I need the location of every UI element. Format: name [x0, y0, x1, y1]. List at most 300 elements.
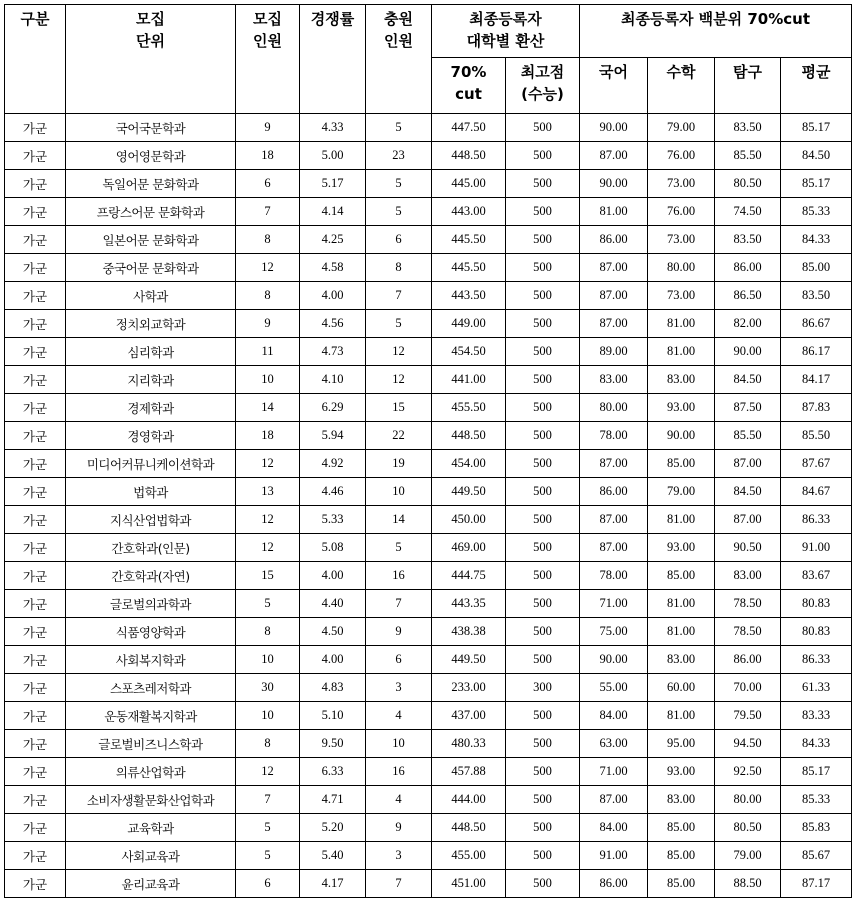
cell-conv-cut: 449.00: [432, 310, 506, 338]
cell-pct-avg: 85.17: [781, 170, 852, 198]
cell-conv-cut: 444.75: [432, 562, 506, 590]
cell-extra: 5: [366, 114, 432, 142]
cell-conv-cut: 441.00: [432, 366, 506, 394]
cell-unit: 의류산업학과: [66, 758, 236, 786]
cell-pct-inq: 87.00: [715, 506, 781, 534]
cell-unit: 글로벌비즈니스학과: [66, 730, 236, 758]
cell-ratio: 4.25: [300, 226, 366, 254]
cell-gubun: 가군: [5, 646, 66, 674]
cell-quota: 10: [236, 702, 300, 730]
cell-ratio: 4.73: [300, 338, 366, 366]
table-row: [5, 534, 852, 562]
cell-extra: 9: [366, 618, 432, 646]
cell-gubun: 가군: [5, 870, 66, 898]
cell-extra: 7: [366, 870, 432, 898]
table-row: [5, 170, 852, 198]
cell-ratio: 4.46: [300, 478, 366, 506]
cell-conv-max: 500: [506, 618, 580, 646]
cell-conv-max: 500: [506, 254, 580, 282]
cell-pct-math: 73.00: [648, 170, 715, 198]
cell-pct-avg: 84.67: [781, 478, 852, 506]
cell-pct-inq: 79.50: [715, 702, 781, 730]
cell-gubun: 가군: [5, 478, 66, 506]
table-row: [5, 618, 852, 646]
cell-conv-cut: 448.50: [432, 422, 506, 450]
table-row: [5, 366, 852, 394]
table-row: [5, 394, 852, 422]
cell-extra: 19: [366, 450, 432, 478]
cell-quota: 10: [236, 646, 300, 674]
header-pct-kor: 국어: [580, 58, 648, 114]
cell-extra: 4: [366, 702, 432, 730]
cell-conv-cut: 449.50: [432, 478, 506, 506]
cell-pct-kor: 83.00: [580, 366, 648, 394]
cell-conv-max: 500: [506, 758, 580, 786]
cell-pct-inq: 84.50: [715, 478, 781, 506]
table-row: [5, 310, 852, 338]
cell-pct-math: 73.00: [648, 226, 715, 254]
cell-unit: 교육학과: [66, 814, 236, 842]
cell-pct-inq: 90.00: [715, 338, 781, 366]
cell-gubun: 가군: [5, 170, 66, 198]
cell-pct-avg: 86.33: [781, 506, 852, 534]
cell-unit: 법학과: [66, 478, 236, 506]
cell-quota: 6: [236, 870, 300, 898]
cell-pct-inq: 90.50: [715, 534, 781, 562]
cell-conv-cut: 444.00: [432, 786, 506, 814]
cell-extra: 16: [366, 562, 432, 590]
cell-quota: 12: [236, 534, 300, 562]
table-row: [5, 198, 852, 226]
cell-ratio: 5.20: [300, 814, 366, 842]
cell-ratio: 5.17: [300, 170, 366, 198]
cell-quota: 7: [236, 198, 300, 226]
cell-pct-math: 76.00: [648, 198, 715, 226]
cell-ratio: 4.58: [300, 254, 366, 282]
cell-conv-cut: 457.88: [432, 758, 506, 786]
cell-gubun: 가군: [5, 422, 66, 450]
cell-pct-inq: 94.50: [715, 730, 781, 758]
table-row: [5, 758, 852, 786]
cell-extra: 5: [366, 310, 432, 338]
cell-extra: 12: [366, 366, 432, 394]
cell-gubun: 가군: [5, 758, 66, 786]
cell-quota: 9: [236, 310, 300, 338]
cell-conv-max: 500: [506, 478, 580, 506]
cell-pct-math: 93.00: [648, 394, 715, 422]
table-row: [5, 590, 852, 618]
cell-conv-max: 500: [506, 590, 580, 618]
cell-pct-avg: 85.17: [781, 758, 852, 786]
cell-ratio: 4.00: [300, 646, 366, 674]
cell-unit: 운동재활복지학과: [66, 702, 236, 730]
cell-pct-inq: 83.00: [715, 562, 781, 590]
cell-pct-math: 81.00: [648, 590, 715, 618]
cell-conv-max: 500: [506, 338, 580, 366]
cell-pct-kor: 87.00: [580, 450, 648, 478]
cell-ratio: 4.00: [300, 562, 366, 590]
cell-pct-inq: 84.50: [715, 366, 781, 394]
cell-gubun: 가군: [5, 562, 66, 590]
cell-unit: 심리학과: [66, 338, 236, 366]
cell-unit: 사학과: [66, 282, 236, 310]
cell-pct-avg: 85.67: [781, 842, 852, 870]
cell-pct-math: 95.00: [648, 730, 715, 758]
cell-pct-kor: 71.00: [580, 590, 648, 618]
cell-pct-kor: 86.00: [580, 478, 648, 506]
cell-quota: 12: [236, 450, 300, 478]
cell-conv-cut: 454.00: [432, 450, 506, 478]
cell-unit: 간호학과(인문): [66, 534, 236, 562]
cell-pct-math: 83.00: [648, 786, 715, 814]
cell-pct-kor: 86.00: [580, 226, 648, 254]
header-conv-cut: 70% cut: [432, 58, 506, 114]
cell-gubun: 가군: [5, 506, 66, 534]
cell-conv-max: 500: [506, 114, 580, 142]
cell-pct-math: 79.00: [648, 478, 715, 506]
cell-unit: 글로벌의과학과: [66, 590, 236, 618]
cell-pct-inq: 86.50: [715, 282, 781, 310]
cell-gubun: 가군: [5, 842, 66, 870]
cell-ratio: 4.17: [300, 870, 366, 898]
table-row: [5, 870, 852, 898]
cell-pct-kor: 80.00: [580, 394, 648, 422]
cell-pct-kor: 90.00: [580, 114, 648, 142]
cell-conv-max: 500: [506, 562, 580, 590]
cell-pct-kor: 90.00: [580, 170, 648, 198]
cell-unit: 소비자생활문화산업학과: [66, 786, 236, 814]
cell-pct-math: 85.00: [648, 842, 715, 870]
table-row: [5, 282, 852, 310]
header-gubun: 구분: [5, 5, 66, 114]
cell-quota: 8: [236, 618, 300, 646]
cell-pct-avg: 84.33: [781, 730, 852, 758]
cell-extra: 5: [366, 198, 432, 226]
table-row: [5, 842, 852, 870]
cell-extra: 10: [366, 478, 432, 506]
cell-gubun: 가군: [5, 310, 66, 338]
cell-pct-avg: 84.33: [781, 226, 852, 254]
cell-conv-cut: 443.00: [432, 198, 506, 226]
table-row: [5, 702, 852, 730]
cell-pct-math: 81.00: [648, 310, 715, 338]
cell-extra: 16: [366, 758, 432, 786]
cell-pct-kor: 63.00: [580, 730, 648, 758]
cell-conv-cut: 455.00: [432, 842, 506, 870]
admissions-table: [4, 4, 852, 898]
cell-pct-avg: 83.33: [781, 702, 852, 730]
cell-pct-avg: 85.33: [781, 786, 852, 814]
table-body: [5, 114, 852, 898]
cell-pct-kor: 87.00: [580, 534, 648, 562]
cell-extra: 23: [366, 142, 432, 170]
cell-conv-cut: 469.00: [432, 534, 506, 562]
cell-conv-cut: 233.00: [432, 674, 506, 702]
cell-quota: 30: [236, 674, 300, 702]
table-row: [5, 730, 852, 758]
cell-quota: 12: [236, 254, 300, 282]
cell-extra: 5: [366, 170, 432, 198]
cell-gubun: 가군: [5, 198, 66, 226]
cell-conv-max: 300: [506, 674, 580, 702]
cell-pct-avg: 87.67: [781, 450, 852, 478]
cell-unit: 중국어문 문화학과: [66, 254, 236, 282]
cell-conv-max: 500: [506, 702, 580, 730]
cell-quota: 5: [236, 842, 300, 870]
cell-pct-inq: 85.50: [715, 142, 781, 170]
cell-pct-kor: 78.00: [580, 562, 648, 590]
table-row: [5, 506, 852, 534]
cell-ratio: 5.94: [300, 422, 366, 450]
cell-pct-kor: 55.00: [580, 674, 648, 702]
cell-ratio: 5.33: [300, 506, 366, 534]
cell-unit: 미디어커뮤니케이션학과: [66, 450, 236, 478]
cell-gubun: 가군: [5, 114, 66, 142]
cell-pct-inq: 88.50: [715, 870, 781, 898]
cell-conv-cut: 454.50: [432, 338, 506, 366]
header-pct-math: 수학: [648, 58, 715, 114]
cell-gubun: 가군: [5, 618, 66, 646]
cell-unit: 사회교육과: [66, 842, 236, 870]
cell-quota: 13: [236, 478, 300, 506]
cell-pct-math: 90.00: [648, 422, 715, 450]
cell-extra: 15: [366, 394, 432, 422]
cell-pct-math: 73.00: [648, 282, 715, 310]
cell-pct-kor: 87.00: [580, 786, 648, 814]
cell-gubun: 가군: [5, 366, 66, 394]
cell-extra: 5: [366, 534, 432, 562]
cell-gubun: 가군: [5, 282, 66, 310]
cell-conv-cut: 448.50: [432, 142, 506, 170]
cell-pct-kor: 89.00: [580, 338, 648, 366]
header-quota: 모집 인원: [236, 5, 300, 114]
table-row: [5, 562, 852, 590]
header-conversion-group: 최종등록자 대학별 환산: [432, 5, 580, 58]
cell-pct-avg: 85.33: [781, 198, 852, 226]
cell-extra: 4: [366, 786, 432, 814]
cell-quota: 18: [236, 422, 300, 450]
cell-quota: 8: [236, 282, 300, 310]
cell-pct-inq: 70.00: [715, 674, 781, 702]
table-row: [5, 226, 852, 254]
cell-conv-cut: 447.50: [432, 114, 506, 142]
cell-pct-avg: 87.83: [781, 394, 852, 422]
header-percentile-group: 최종등록자 백분위 70%cut: [580, 5, 852, 58]
cell-pct-math: 93.00: [648, 534, 715, 562]
cell-pct-math: 85.00: [648, 814, 715, 842]
cell-quota: 10: [236, 366, 300, 394]
cell-unit: 지식산업법학과: [66, 506, 236, 534]
cell-quota: 5: [236, 590, 300, 618]
cell-pct-inq: 74.50: [715, 198, 781, 226]
cell-pct-avg: 91.00: [781, 534, 852, 562]
cell-conv-max: 500: [506, 814, 580, 842]
cell-pct-math: 81.00: [648, 702, 715, 730]
table-row: [5, 478, 852, 506]
cell-ratio: 4.56: [300, 310, 366, 338]
cell-pct-kor: 71.00: [580, 758, 648, 786]
cell-conv-cut: 480.33: [432, 730, 506, 758]
cell-pct-inq: 87.50: [715, 394, 781, 422]
table-row: [5, 338, 852, 366]
cell-conv-max: 500: [506, 730, 580, 758]
cell-pct-math: 80.00: [648, 254, 715, 282]
cell-unit: 사회복지학과: [66, 646, 236, 674]
cell-gubun: 가군: [5, 730, 66, 758]
cell-ratio: 4.10: [300, 366, 366, 394]
cell-pct-avg: 86.33: [781, 646, 852, 674]
cell-unit: 식품영양학과: [66, 618, 236, 646]
cell-extra: 3: [366, 674, 432, 702]
cell-pct-math: 60.00: [648, 674, 715, 702]
cell-conv-max: 500: [506, 198, 580, 226]
cell-conv-cut: 455.50: [432, 394, 506, 422]
header-extra: 충원 인원: [366, 5, 432, 114]
cell-conv-max: 500: [506, 366, 580, 394]
cell-pct-math: 76.00: [648, 142, 715, 170]
cell-pct-math: 79.00: [648, 114, 715, 142]
cell-ratio: 6.29: [300, 394, 366, 422]
cell-pct-kor: 84.00: [580, 702, 648, 730]
cell-conv-cut: 437.00: [432, 702, 506, 730]
cell-conv-max: 500: [506, 142, 580, 170]
cell-ratio: 4.40: [300, 590, 366, 618]
cell-pct-math: 83.00: [648, 366, 715, 394]
cell-gubun: 가군: [5, 254, 66, 282]
cell-conv-max: 500: [506, 842, 580, 870]
cell-pct-kor: 87.00: [580, 282, 648, 310]
cell-pct-math: 85.00: [648, 870, 715, 898]
cell-pct-inq: 85.50: [715, 422, 781, 450]
cell-quota: 14: [236, 394, 300, 422]
header-ratio: 경쟁률: [300, 5, 366, 114]
cell-pct-avg: 85.17: [781, 114, 852, 142]
cell-extra: 7: [366, 590, 432, 618]
cell-extra: 10: [366, 730, 432, 758]
cell-extra: 6: [366, 646, 432, 674]
cell-unit: 영어영문학과: [66, 142, 236, 170]
cell-pct-math: 81.00: [648, 338, 715, 366]
cell-pct-kor: 86.00: [580, 870, 648, 898]
cell-conv-cut: 445.50: [432, 226, 506, 254]
cell-conv-max: 500: [506, 394, 580, 422]
cell-ratio: 6.33: [300, 758, 366, 786]
cell-ratio: 4.14: [300, 198, 366, 226]
cell-pct-inq: 80.00: [715, 786, 781, 814]
cell-unit: 프랑스어문 문화학과: [66, 198, 236, 226]
cell-extra: 7: [366, 282, 432, 310]
cell-conv-cut: 449.50: [432, 646, 506, 674]
cell-conv-max: 500: [506, 534, 580, 562]
table-row: [5, 646, 852, 674]
cell-pct-avg: 80.83: [781, 590, 852, 618]
cell-pct-avg: 85.50: [781, 422, 852, 450]
cell-pct-kor: 87.00: [580, 142, 648, 170]
cell-gubun: 가군: [5, 590, 66, 618]
cell-extra: 14: [366, 506, 432, 534]
cell-unit: 경제학과: [66, 394, 236, 422]
cell-pct-avg: 85.83: [781, 814, 852, 842]
cell-gubun: 가군: [5, 450, 66, 478]
cell-quota: 5: [236, 814, 300, 842]
cell-pct-kor: 84.00: [580, 814, 648, 842]
cell-conv-max: 500: [506, 786, 580, 814]
cell-pct-math: 81.00: [648, 618, 715, 646]
cell-pct-avg: 83.67: [781, 562, 852, 590]
cell-pct-avg: 84.50: [781, 142, 852, 170]
cell-quota: 11: [236, 338, 300, 366]
cell-gubun: 가군: [5, 338, 66, 366]
cell-pct-avg: 87.17: [781, 870, 852, 898]
cell-gubun: 가군: [5, 226, 66, 254]
cell-gubun: 가군: [5, 534, 66, 562]
cell-conv-max: 500: [506, 422, 580, 450]
cell-pct-kor: 87.00: [580, 310, 648, 338]
table-row: [5, 142, 852, 170]
cell-conv-max: 500: [506, 310, 580, 338]
cell-conv-cut: 445.50: [432, 254, 506, 282]
cell-unit: 일본어문 문화학과: [66, 226, 236, 254]
cell-pct-inq: 82.00: [715, 310, 781, 338]
cell-conv-cut: 450.00: [432, 506, 506, 534]
table-row: [5, 814, 852, 842]
cell-quota: 8: [236, 226, 300, 254]
cell-pct-kor: 90.00: [580, 646, 648, 674]
cell-ratio: 4.92: [300, 450, 366, 478]
cell-quota: 6: [236, 170, 300, 198]
cell-unit: 경영학과: [66, 422, 236, 450]
cell-ratio: 5.40: [300, 842, 366, 870]
cell-extra: 8: [366, 254, 432, 282]
cell-gubun: 가군: [5, 702, 66, 730]
cell-unit: 정치외교학과: [66, 310, 236, 338]
cell-extra: 3: [366, 842, 432, 870]
cell-pct-avg: 86.67: [781, 310, 852, 338]
cell-unit: 간호학과(자연): [66, 562, 236, 590]
cell-pct-inq: 86.00: [715, 254, 781, 282]
cell-conv-cut: 443.35: [432, 590, 506, 618]
cell-conv-max: 500: [506, 870, 580, 898]
cell-gubun: 가군: [5, 394, 66, 422]
cell-ratio: 4.00: [300, 282, 366, 310]
cell-pct-math: 85.00: [648, 450, 715, 478]
cell-quota: 18: [236, 142, 300, 170]
cell-ratio: 4.71: [300, 786, 366, 814]
cell-pct-inq: 83.50: [715, 114, 781, 142]
cell-conv-max: 500: [506, 170, 580, 198]
table-row: [5, 674, 852, 702]
cell-gubun: 가군: [5, 142, 66, 170]
table-row: [5, 114, 852, 142]
cell-pct-inq: 79.00: [715, 842, 781, 870]
cell-ratio: 5.08: [300, 534, 366, 562]
cell-ratio: 5.00: [300, 142, 366, 170]
cell-unit: 독일어문 문화학과: [66, 170, 236, 198]
cell-unit: 윤리교육과: [66, 870, 236, 898]
cell-pct-avg: 61.33: [781, 674, 852, 702]
table-row: [5, 450, 852, 478]
header-unit: 모집 단위: [66, 5, 236, 114]
cell-pct-kor: 78.00: [580, 422, 648, 450]
cell-extra: 9: [366, 814, 432, 842]
cell-ratio: 5.10: [300, 702, 366, 730]
cell-pct-math: 85.00: [648, 562, 715, 590]
cell-ratio: 9.50: [300, 730, 366, 758]
table-row: [5, 422, 852, 450]
table-row: [5, 254, 852, 282]
cell-pct-inq: 83.50: [715, 226, 781, 254]
cell-pct-avg: 80.83: [781, 618, 852, 646]
